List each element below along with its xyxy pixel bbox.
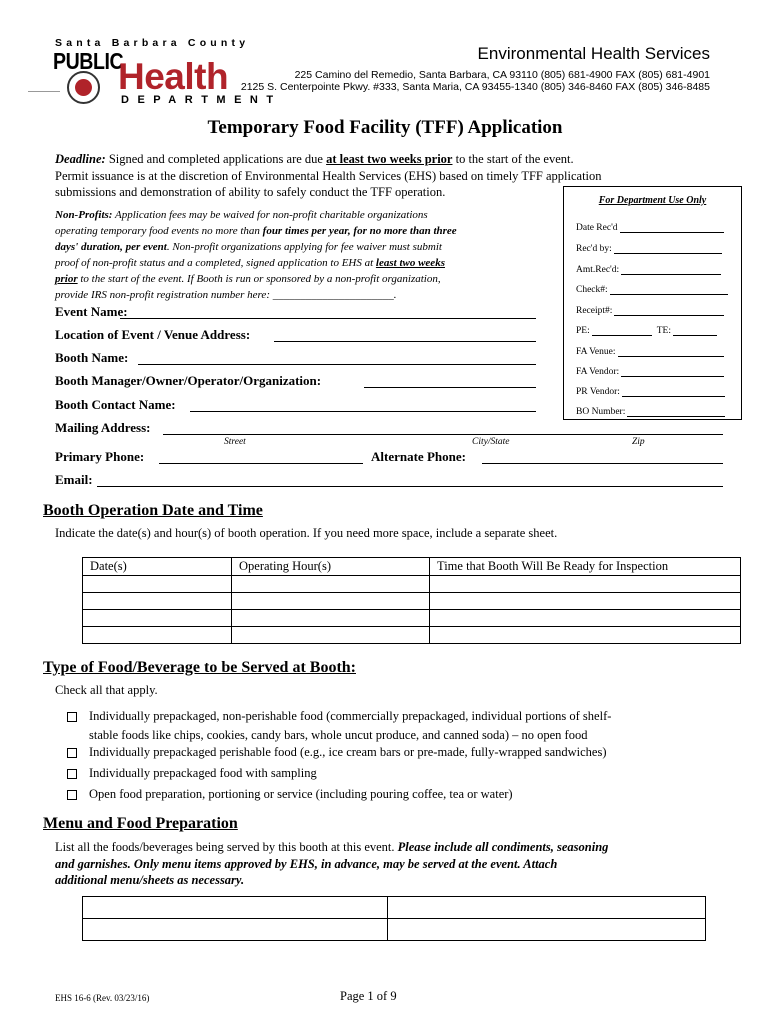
page-title: Temporary Food Facility (TFF) Application (207, 117, 563, 138)
nonprofit-label: Non-Profits: (55, 209, 113, 221)
table-cell[interactable] (232, 610, 430, 627)
menu-heading: Menu and Food Preparation (43, 815, 238, 832)
column-header-inspection: Time that Booth Will Be Ready for Inspection (430, 558, 741, 576)
department-use-box (563, 186, 742, 420)
food-type-instructions: Check all that apply. (55, 683, 158, 697)
food-option-text: Open food preparation, portioning or service (including pouring coffee, tea or water) (89, 787, 513, 801)
table-cell[interactable] (83, 897, 388, 919)
menu-table (82, 896, 706, 941)
email-label: Email: (55, 472, 93, 487)
food-type-heading: Type of Food/Beverage to be Served at Booth: (43, 659, 356, 676)
email-input[interactable] (97, 486, 723, 487)
check-number-field[interactable]: Check#: (576, 283, 728, 295)
table-cell[interactable] (232, 576, 430, 593)
nonprofit-paragraph (55, 207, 555, 303)
deadline-line-2: Permit issuance is at the discretion of Environmental Health Services (EHS) based on timely TFF application (55, 168, 602, 183)
logo-public: PUBLIC (53, 48, 124, 74)
receipt-number-field[interactable]: Receipt#: (576, 304, 724, 316)
page-number: Page 1 of 9 (340, 989, 397, 1003)
deadline-label: Deadline: (55, 152, 106, 166)
street-caption: Street (224, 437, 246, 447)
booth-name-label: Booth Name: (55, 350, 129, 365)
deadline-text-a: Signed and completed applications are due (105, 152, 327, 166)
address-line-1: 225 Camino del Remedio, Santa Barbara, CA 93110 (805) 681-4900 FAX (805) 681-4901 (294, 69, 710, 81)
booth-name-input[interactable] (138, 364, 536, 365)
department-box-title: For Department Use Only (598, 195, 707, 206)
amount-received-field[interactable]: Amt.Rec'd: (576, 263, 721, 275)
menu-instructions (55, 839, 745, 889)
event-name-input[interactable] (120, 318, 536, 319)
county-name: Santa Barbara County (55, 37, 250, 49)
food-option-sampling[interactable] (67, 764, 317, 783)
date-received-field[interactable]: Date Rec'd (576, 221, 724, 233)
address-line-2: 2125 S. Centerpointe Pkwy. #333, Santa Maria, CA 93455-1340 (805) 346-8460 FAX (805) 346-8485 (240, 81, 710, 93)
mailing-input[interactable] (163, 434, 723, 435)
nonprofit-line-3a: days' duration, per event (55, 241, 167, 253)
irs-number-field[interactable]: provide IRS non-profit registration number here: ______________________. (55, 289, 397, 301)
nonprofit-line-1: Application fees may be waived for non-profit charitable organizations (112, 209, 428, 221)
table-cell[interactable] (388, 919, 706, 941)
contact-input[interactable] (190, 411, 536, 412)
fa-venue-field[interactable]: FA Venue: (576, 345, 724, 357)
received-by-field[interactable]: Rec'd by: (576, 242, 722, 254)
zip-caption: Zip (632, 437, 645, 447)
location-label: Location of Event / Venue Address: (55, 327, 251, 342)
table-header-row (83, 558, 741, 576)
nonprofit-line-4a: proof of non-profit status and a completed, signed application to EHS at (55, 257, 376, 269)
food-option-text-cont: stable foods like chips, cookies, candy bars, whole uncut produce, and canned soda) – no open food (89, 728, 588, 742)
checkbox-icon[interactable] (67, 769, 77, 779)
table-row (83, 610, 741, 627)
table-cell[interactable] (232, 627, 430, 644)
nonprofit-line-3b: . Non-profit organizations applying for fee waiver must submit (166, 241, 442, 253)
office-name: Environmental Health Services (477, 44, 710, 63)
food-option-open-prep[interactable] (67, 785, 513, 804)
table-cell[interactable] (232, 593, 430, 610)
alternate-phone-input[interactable] (482, 463, 723, 464)
menu-line-1a: List all the foods/beverages being served by this booth at this event. (55, 840, 398, 854)
table-cell[interactable] (430, 610, 741, 627)
table-cell[interactable] (430, 627, 741, 644)
food-option-prepackaged-nonperishable[interactable] (67, 707, 611, 745)
table-cell[interactable] (83, 919, 388, 941)
food-option-text: Individually prepackaged food with sampling (89, 766, 317, 780)
nonprofit-line-5b: to the start of the event. If Booth is run or sponsored by a non-profit organization, (77, 273, 441, 285)
logo-department: DEPARTMENT (121, 94, 282, 106)
seal-center-icon (75, 79, 92, 96)
deadline-emphasis: at least two weeks prior (326, 152, 453, 166)
booth-operation-instructions: Indicate the date(s) and hour(s) of booth operation. If you need more space, include a separate sheet. (55, 526, 558, 540)
logo-divider (28, 91, 60, 92)
nonprofit-line-5a: prior (55, 273, 78, 285)
checkbox-icon[interactable] (67, 790, 77, 800)
table-cell[interactable] (388, 897, 706, 919)
logo-health: Health (118, 56, 229, 97)
food-option-text: Individually prepackaged, non-perishable food (commercially prepackaged, individual portions of shelf- (89, 709, 612, 723)
deadline-text-b: to the start of the event. (452, 152, 574, 166)
location-input[interactable] (274, 341, 536, 342)
table-cell[interactable] (83, 610, 232, 627)
table-cell[interactable] (430, 593, 741, 610)
pe-te-field[interactable]: PE: TE: (576, 324, 717, 336)
food-option-text: Individually prepackaged perishable food (e.g., ice cream bars or pre-made, fully-wrapped sandwiches) (89, 745, 607, 759)
table-row (83, 627, 741, 644)
nonprofit-line-4b: least two weeks (375, 257, 445, 269)
table-cell[interactable] (83, 576, 232, 593)
menu-line-2: and garnishes. Only menu items approved by EHS, in advance, may be served at the event. Attach (55, 856, 558, 871)
pr-vendor-field[interactable]: PR Vendor: (576, 385, 725, 397)
event-name-label: Event Name: (55, 304, 128, 319)
column-header-hours: Operating Hour(s) (232, 558, 430, 576)
contact-label: Booth Contact Name: (55, 397, 176, 412)
checkbox-icon[interactable] (67, 712, 77, 722)
table-row (83, 897, 706, 919)
booth-operation-heading: Booth Operation Date and Time (43, 502, 263, 519)
alternate-phone-label: Alternate Phone: (371, 449, 466, 464)
table-cell[interactable] (83, 593, 232, 610)
nonprofit-line-2a: operating temporary food events no more than (55, 225, 263, 237)
table-row (83, 576, 741, 593)
primary-phone-label: Primary Phone: (55, 449, 145, 464)
food-option-prepackaged-perishable[interactable] (67, 743, 607, 762)
form-id: EHS 16-6 (Rev. 03/23/16) (55, 993, 150, 1003)
table-cell[interactable] (83, 627, 232, 644)
table-cell[interactable] (430, 576, 741, 593)
bo-number-field[interactable]: BO Number: (576, 405, 725, 417)
table-row (83, 593, 741, 610)
manager-input[interactable] (364, 387, 536, 388)
mailing-label: Mailing Address: (55, 420, 151, 435)
menu-line-3: additional menu/sheets as necessary. (55, 873, 245, 888)
table-row (83, 919, 706, 941)
nonprofit-line-2b: four times per year, for no more than three (262, 225, 457, 237)
manager-label: Booth Manager/Owner/Operator/Organization: (55, 373, 322, 388)
booth-operation-table (82, 557, 741, 644)
checkbox-icon[interactable] (67, 748, 77, 758)
city-state-caption: City/State (472, 437, 510, 447)
menu-line-1b: Please include all condiments, seasoning (397, 840, 609, 854)
deadline-line-3: submissions and demonstration of ability to safely conduct the TFF operation. (55, 185, 446, 200)
primary-phone-input[interactable] (159, 463, 363, 464)
column-header-dates: Date(s) (83, 558, 232, 576)
fa-vendor-field[interactable]: FA Vendor: (576, 365, 724, 377)
